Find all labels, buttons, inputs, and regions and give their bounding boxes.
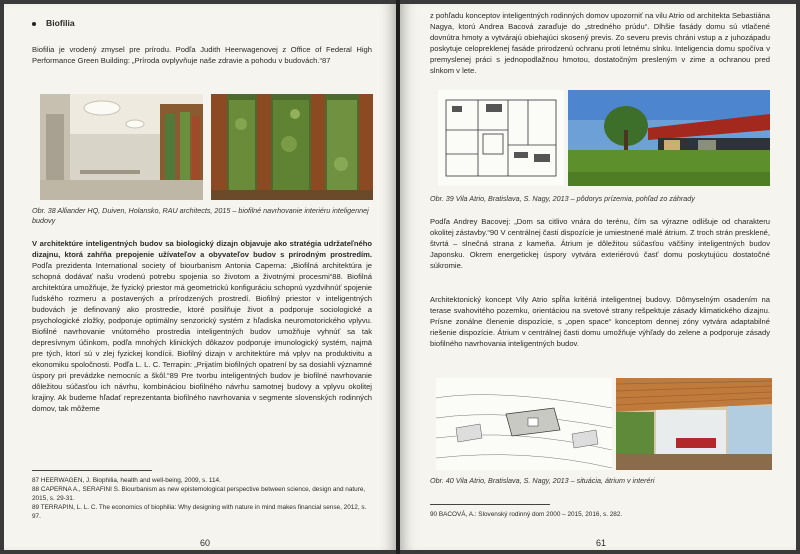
figure-40-interior-photo — [616, 378, 772, 470]
figure-38-caption: Obr. 38 Allіander HQ, Duiven, Holansko, RAU architects, 2015 – biofilné navrhovanie interiéru inteligennej budovy — [32, 206, 369, 225]
figure-39-garden-photo — [568, 90, 770, 186]
footnote-87: 87 HEERWAGEN, J. Biophilia, health and well-being, 2009, s. 114. — [32, 477, 221, 484]
footnote-rule-right — [430, 504, 550, 505]
main-paragraph — [32, 238, 372, 414]
bullet-icon — [32, 22, 36, 26]
left-page — [4, 4, 396, 550]
figure-40-site-plan — [436, 378, 612, 470]
right-top-paragraph: z pohľadu konceptov inteligentných rodinných domov upozorniť na vilu Atrio od architekta Sebastiána Nagya, ktorú Andrea Bacová zaraďuje do „stredného prúdu“. Dlhšie fasády domu sú vtlačené dovnútra hmoty a vytvárajú obiehajúci skosený previs. Zo severu previs chráni vstup a z juhozápadu poskytuje celopreklenej fasáde prirodzenú ochranu proti letnému slnku. Inteligencia domu spočíva v premyslenej práci s jednopodlažnou hmotou, dostatočným presleným v zime a ochranou pred slnkom v lete. — [430, 11, 770, 75]
section-heading: Biofilia — [32, 18, 75, 28]
figure-38-green-wall-photo — [211, 94, 373, 200]
lead-sentence: V architektúre inteligentných budov sa biologický dizajn objavuje ako stratégia udržateľného dizajnu, ktorá zahŕňa prepojenie užívateľov a obyvateľov budov s prírodným prostredím. — [32, 239, 372, 259]
figure-38-atrium-photo — [40, 94, 203, 200]
right-middle-paragraph: Podľa Andrey Bacovej: „Dom sa citlivo vnára do terénu, čím sa výrazne odlišuje od charakteru okolitej zástavby.“90 V centrálnej časti dispozície je umiestnené malé átrium. Z troch strán presklené, štvrtá – slnečná strana z kameňa. Átrium je dôležitou súčasťou väčšiny inteligentných budov Japonsku. Okrem energetickej úspory vytvára exteriérovú časť domu poskytujúcu dostatočné súkromie. — [430, 217, 770, 270]
body-text: Podľa prezidenta International society of biourbanism Antonia Caperna: „Biofilná architektúra je schopná dodávať našu vrodenú potrebu spojenia so životom a životnými procesmi“88. Biofilná architektúra umožňuje, že fyzický priestor má geometrickú konfiguráciu schopnú vyzdvihnúť spojenie ľudského rozmeru a postavených a prírodzených prostredí. Biofilný priestor v inteligentných budovách je definovaný ako prostredie, ktoré posilňuje život a podporuje sociologické a psychologické zložky, podporuje optimálny senzorický systém z hľadiska neuromotorického vplyvu. Biofilné navrhovanie vnútorného prostredia inteligentných budov umožňuje vyhnúť sa tak depresívnym účinkom, podľa mnohých klinických dôkazov podporuje imunologický systém, najmä pre tých, ktorí sú v zlej fyzickej kondícii. Biofilný dizajn v architektúre má vplyv na produktivitu a ekonomiku spoločnosti. Podľa L. L. C. Terrapin: „Prijatím biofilných opatrení by sa dosiahli významné úspory pri prevádzke nemocníc a škôl.“89 Pre tvorbu inteligentných budov je biofilné navrhovanie dôležitou súčasťou ich návrhu, kombináciou biofilného návrhu samotnej budovy a vplyvu okolitej krajiny. Ak budeme hľadať reprezentanta biofilného navrhovania v segmente slovenských rodinných domov, tak môžeme — [32, 261, 372, 413]
intro-paragraph: Biofilia je vrodený zmysel pre prírodu. Podľa Judith Heerwagenovej z Office of Federal High Performance Green Building: „Príroda ovplyvňuje naše zdravie a pohodu v budovách.“87 — [32, 45, 372, 65]
footnote-rule — [32, 470, 152, 471]
footnote-90: 90 BACOVÁ, A.: Slovenský rodinný dom 2000 – 2015, 2016, s. 282. — [430, 511, 623, 518]
page-number-right: 61 — [596, 538, 607, 548]
footnote-89: 89 TERRAPIN, L. L. C. The economics of biophilia: Why designing with nature in mind makes financial sense, 2012, s. 97. — [32, 504, 367, 520]
figure-39-caption: Obr. 39 Vila Atrio, Bratislava, S. Nagy, 2013 – pôdorys prízemia, pohľad zo záhrady — [430, 194, 695, 203]
page-number-left: 60 — [200, 538, 211, 548]
figure-40-caption: Obr. 40 Vila Atrio, Bratislava, S. Nagy, 2013 – situácia, átrium v interéri — [430, 476, 655, 485]
concept-paragraph: Architektonický koncept Vily Atrio spĺňa kritériá inteligentnej budovy. Dômyselným osadením na terase svahovitého pozemku, orientáciou na svetové strany rešpektuje zásady klimatického dizajnu. Prísne zonálne členenie dispozície, s „open space“ konceptom dennej zóny vytvára adaptabilné riešenie dispozície. Átrium v centrálnej časti domu umožňuje výhľady do zelene a podporuje zásady biofilného navrhovania inteligentných budov. — [430, 295, 770, 348]
right-page — [400, 4, 796, 550]
footnotes — [32, 476, 372, 521]
figure-39-floor-plan — [438, 90, 564, 186]
footnote-88: 88 CAPERNA A., SERAFINI S. Biourbanism as new epistemological perspective between science, design and nature, 2015, s. 29-31. — [32, 486, 366, 502]
